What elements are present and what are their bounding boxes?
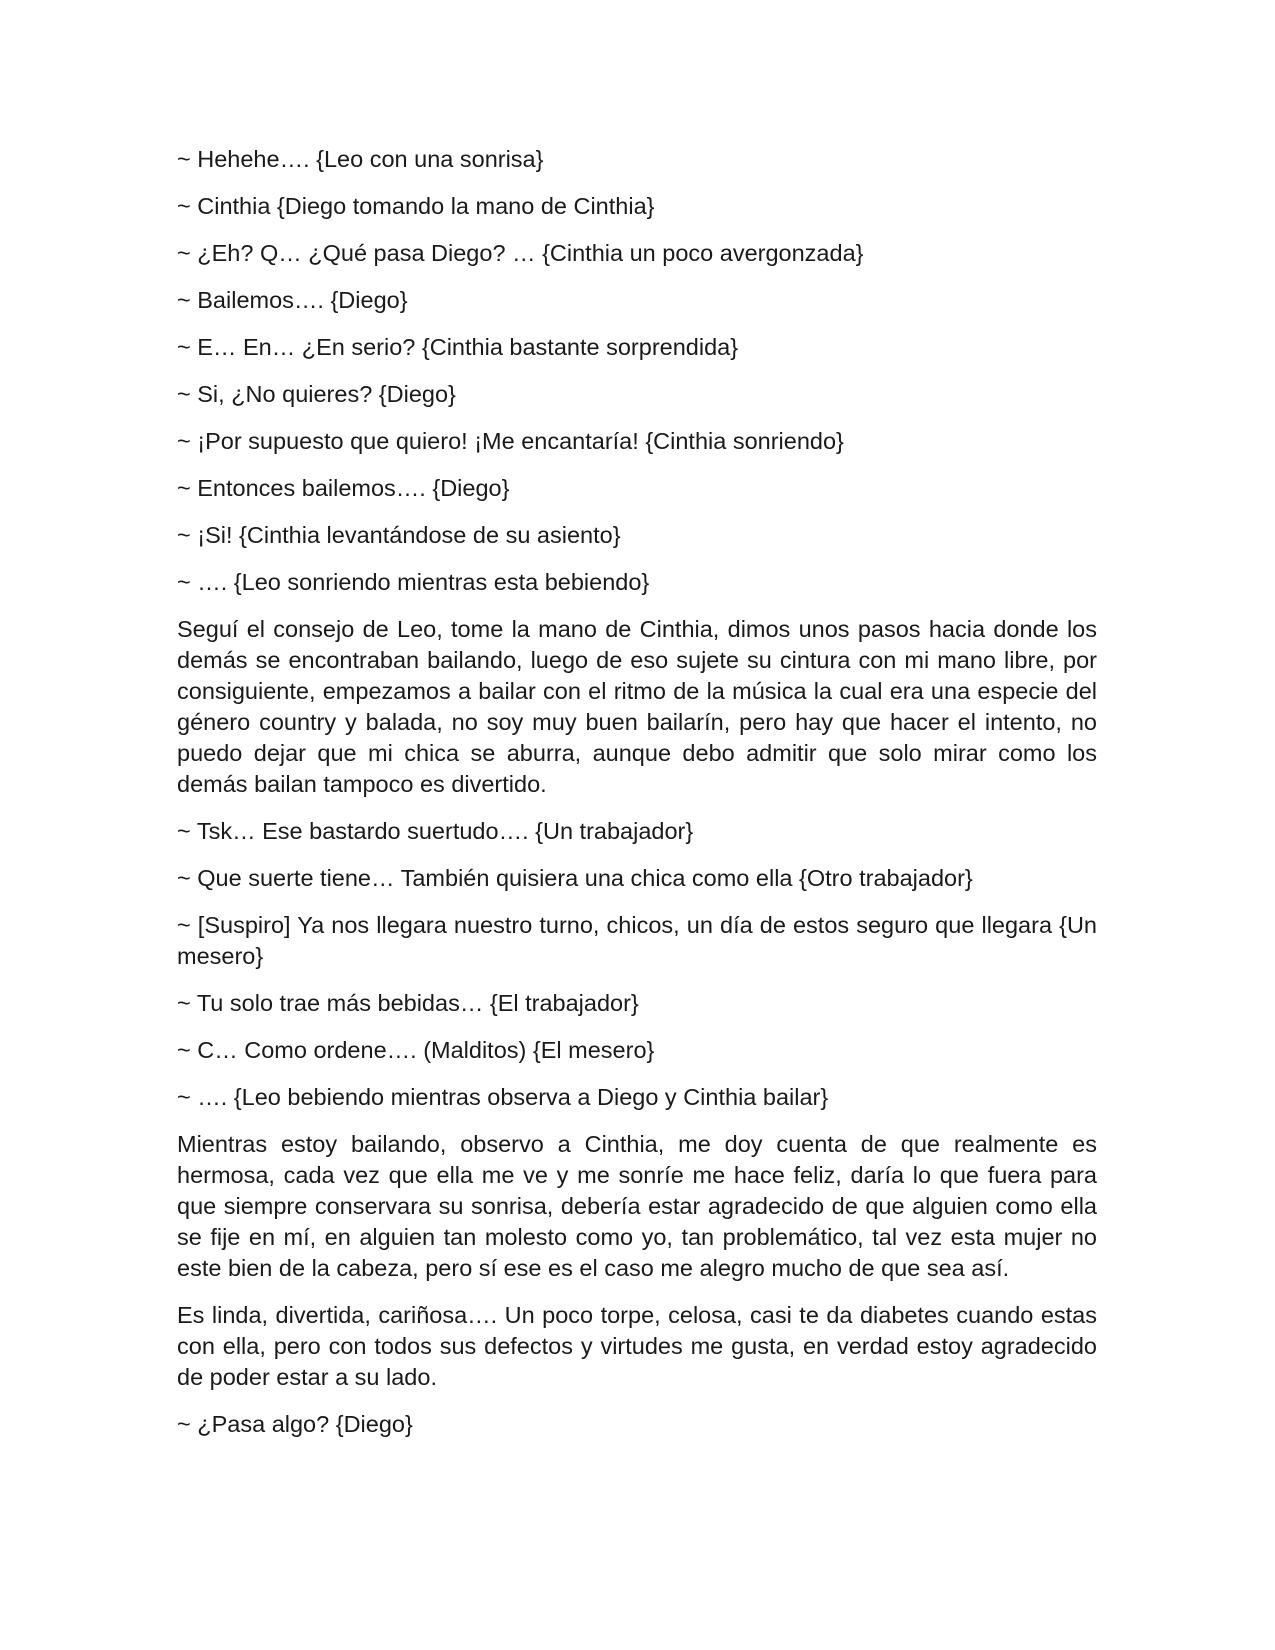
dialogue-line: ~ ¡Si! {Cinthia levantándose de su asiento} — [177, 522, 621, 548]
document-body — [177, 144, 1097, 1456]
dialogue-line: ~ ¿Eh? Q… ¿Qué pasa Diego? … {Cinthia un poco avergonzada} — [177, 240, 864, 266]
dialogue-line: ~ ¡Por supuesto que quiero! ¡Me encantaría! {Cinthia sonriendo} — [177, 428, 844, 454]
dialogue-line: ~ …. {Leo sonriendo mientras esta bebiendo} — [177, 569, 650, 595]
dialogue-line: ~ Si, ¿No quieres? {Diego} — [177, 381, 456, 407]
dialogue-line: ~ E… En… ¿En serio? {Cinthia bastante sorprendida} — [177, 334, 739, 360]
dialogue-line: ~ [Suspiro] Ya nos llegara nuestro turno, chicos, un día de estos seguro que llegara {Un mesero} — [177, 912, 1097, 969]
dialogue-line: ~ Bailemos…. {Diego} — [177, 287, 408, 313]
dialogue-line: ~ …. {Leo bebiendo mientras observa a Diego y Cinthia bailar} — [177, 1084, 829, 1110]
dialogue-line: ~ Que suerte tiene… También quisiera una chica como ella {Otro trabajador} — [177, 865, 973, 891]
narration-paragraph: Mientras estoy bailando, observo a Cinthia, me doy cuenta de que realmente es hermosa, cada vez que ella me ve y me sonríe me hace feliz, daría lo que fuera para que siempre conservara su sonrisa, debería estar agradecido de que alguien como ella se fije en mí, en alguien tan molesto como yo, tan problemático, tal vez esta mujer no este bien de la cabeza, pero sí ese es el caso me alegro mucho de que sea así. — [177, 1131, 1097, 1281]
dialogue-line: ~ Tsk… Ese bastardo suertudo…. {Un trabajador} — [177, 818, 694, 844]
dialogue-line: ~ C… Como ordene…. (Malditos) {El mesero} — [177, 1037, 655, 1063]
dialogue-line: ~ ¿Pasa algo? {Diego} — [177, 1411, 413, 1437]
dialogue-line: ~ Cinthia {Diego tomando la mano de Cinthia} — [177, 193, 655, 219]
narration-paragraph: Es linda, divertida, cariñosa…. Un poco torpe, celosa, casi te da diabetes cuando estas con ella, pero con todos sus defectos y virtudes me gusta, en verdad estoy agradecido de poder estar a su lado. — [177, 1302, 1097, 1390]
dialogue-line: ~ Hehehe…. {Leo con una sonrisa} — [177, 146, 544, 172]
dialogue-line: ~ Entonces bailemos…. {Diego} — [177, 475, 510, 501]
narration-paragraph: Seguí el consejo de Leo, tome la mano de Cinthia, dimos unos pasos hacia donde los demás se encontraban bailando, luego de eso sujete su cintura con mi mano libre, por consiguiente, empezamos a bailar con el ritmo de la música la cual era una especie del género country y balada, no soy muy buen bailarín, pero hay que hacer el intento, no puedo dejar que mi chica se aburra, aunque debo admitir que solo mirar como los demás bailan tampoco es divertido. — [177, 616, 1097, 797]
dialogue-line: ~ Tu solo trae más bebidas… {El trabajador} — [177, 990, 639, 1016]
